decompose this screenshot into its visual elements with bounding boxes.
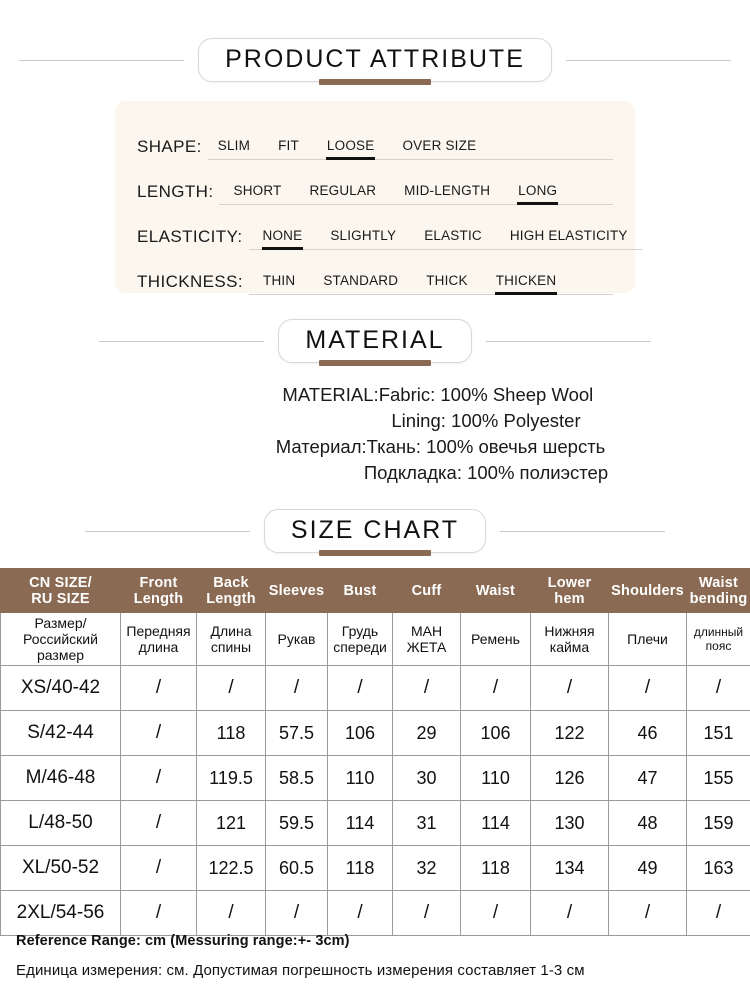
attribute-row-thickness [137, 250, 613, 295]
cell-back-length: 119.5 [197, 756, 266, 801]
cell-cuff: 29 [393, 711, 461, 756]
option-shape-fit[interactable]: FIT [278, 138, 299, 153]
attribute-label-thickness: THICKNESS: [137, 272, 244, 291]
product-attribute-section-title [0, 38, 750, 82]
product-attribute-title-pill [198, 38, 552, 82]
product-attribute-title-text: PRODUCT ATTRIBUTE [225, 45, 525, 73]
column-header-shoulders: Shoulders [609, 569, 687, 613]
cell-waist-bending: 159 [687, 801, 750, 846]
cell-sleeves: / [266, 666, 328, 711]
cell-shoulders: 49 [609, 846, 687, 891]
cell-waist-bending: 163 [687, 846, 750, 891]
cell-size: S/42-44 [1, 711, 121, 756]
attribute-options-thickness [249, 273, 613, 295]
cell-bust: / [328, 666, 393, 711]
column-header-sleeves: Sleeves [266, 569, 328, 613]
size-chart-table [0, 568, 750, 936]
cell-waist: 110 [461, 756, 531, 801]
table-subheader-row-ru [1, 613, 750, 666]
table-row [1, 846, 750, 891]
size-chart-footnotes [16, 930, 736, 982]
subcolumn-header-bust: Грудь спереди [328, 613, 393, 666]
cell-size: 2XL/54-56 [1, 891, 121, 936]
size-chart-title-text: SIZE CHART [290, 516, 460, 544]
option-shape-slim[interactable]: SLIM [217, 138, 251, 153]
cell-lower-hem: / [531, 891, 609, 936]
size-chart-table-wrapper [0, 568, 750, 936]
title-rule-right [566, 60, 731, 61]
cell-lower-hem: 122 [531, 711, 609, 756]
attribute-row-length [137, 160, 613, 205]
title-rule-right [500, 531, 665, 532]
cell-waist: / [461, 666, 531, 711]
size-chart-head-en [1, 569, 750, 613]
attribute-options-shape [208, 138, 613, 160]
cell-waist: / [461, 891, 531, 936]
footnote-reference-range-ru: Единица измерения: см. Допустимая погрешность измерения составляет 1-3 см [16, 962, 585, 979]
material-line-value: Fabric: 100% Sheep Wool [378, 384, 594, 405]
cell-lower-hem: / [531, 666, 609, 711]
cell-cuff: 32 [393, 846, 461, 891]
subcolumn-header-shoulders: Плечи [609, 613, 687, 666]
cell-sleeves: 58.5 [266, 756, 328, 801]
material-line-key: Материал: [275, 436, 367, 457]
column-header-waist-bending: Waist bending [687, 569, 750, 613]
column-header-cn-ru-size: CN SIZE/ RU SIZE [1, 569, 121, 613]
subcolumn-header-sleeves: Рукав [266, 613, 328, 666]
option-elasticity-high-elasticity[interactable]: HIGH ELASTICITY [509, 228, 628, 243]
column-header-lower-hem: Lower hem [531, 569, 609, 613]
cell-waist-bending: / [687, 666, 750, 711]
cell-back-length: 122.5 [197, 846, 266, 891]
material-line-value: Ткань: 100% овечья шерсть [366, 436, 606, 457]
title-rule-left [99, 341, 264, 342]
option-length-short[interactable]: SHORT [233, 183, 282, 198]
title-accent-underline [319, 550, 431, 556]
table-row [1, 666, 750, 711]
cell-front-length: / [121, 846, 197, 891]
column-header-bust: Bust [328, 569, 393, 613]
title-rule-right [486, 341, 651, 342]
option-thickness-thin[interactable]: THIN [263, 273, 296, 288]
option-elasticity-elastic[interactable]: ELASTIC [424, 228, 482, 243]
column-header-cuff: Cuff [393, 569, 461, 613]
subcolumn-header-front-length: Передняя длина [121, 613, 197, 666]
subcolumn-header-waist: Ремень [461, 613, 531, 666]
material-line-value: Lining: 100% Polyester [391, 410, 581, 431]
attribute-row-elasticity [137, 205, 628, 250]
option-thickness-thick[interactable]: THICK [426, 273, 468, 288]
column-header-back-length: Back Length [197, 569, 266, 613]
title-pill-box [278, 319, 471, 363]
size-chart-title-pill [264, 509, 486, 553]
cell-sleeves: 57.5 [266, 711, 328, 756]
cell-waist-bending: / [687, 891, 750, 936]
option-shape-over-size[interactable]: OVER SIZE [402, 138, 477, 153]
cell-back-length: / [197, 666, 266, 711]
cell-shoulders: / [609, 666, 687, 711]
cell-size: L/48-50 [1, 801, 121, 846]
product-attribute-panel [115, 101, 635, 293]
option-length-mid-length[interactable]: MID-LENGTH [404, 183, 491, 198]
material-title-text: MATERIAL [305, 326, 445, 354]
attribute-label-elasticity: ELASTICITY: [137, 227, 243, 246]
title-rule-left [85, 531, 250, 532]
material-line-key [142, 460, 364, 486]
cell-waist: 114 [461, 801, 531, 846]
cell-lower-hem: 134 [531, 846, 609, 891]
cell-front-length: / [121, 711, 197, 756]
material-line [0, 382, 750, 408]
cell-lower-hem: 130 [531, 801, 609, 846]
subcolumn-header-back-length: Длина спины [197, 613, 266, 666]
cell-back-length: 118 [197, 711, 266, 756]
column-header-waist: Waist [461, 569, 531, 613]
cell-lower-hem: 126 [531, 756, 609, 801]
title-rule-left [19, 60, 184, 61]
option-length-regular[interactable]: REGULAR [309, 183, 377, 198]
footnote-reference-range-en: Reference Range: cm (Messuring range:+- 3cm) [16, 933, 350, 949]
cell-size: XL/50-52 [1, 846, 121, 891]
material-line-key: MATERIAL: [282, 384, 379, 405]
cell-cuff: 30 [393, 756, 461, 801]
cell-sleeves: / [266, 891, 328, 936]
cell-front-length: / [121, 891, 197, 936]
cell-shoulders: 48 [609, 801, 687, 846]
title-accent-underline [319, 360, 431, 366]
cell-waist: 118 [461, 846, 531, 891]
cell-bust: 118 [328, 846, 393, 891]
cell-bust: 106 [328, 711, 393, 756]
table-row [1, 711, 750, 756]
material-line [0, 408, 750, 434]
attribute-label-shape: SHAPE: [137, 137, 202, 156]
cell-front-length: / [121, 801, 197, 846]
attribute-row-shape [137, 115, 613, 160]
cell-waist-bending: 151 [687, 711, 750, 756]
cell-size: M/46-48 [1, 756, 121, 801]
subcolumn-header-razmer: Размер/ Российский размер [1, 613, 121, 666]
title-pill-box [198, 38, 552, 82]
material-line [0, 460, 750, 486]
title-accent-underline [319, 79, 431, 85]
material-description [0, 382, 750, 486]
cell-back-length: 121 [197, 801, 266, 846]
cell-size: XS/40-42 [1, 666, 121, 711]
attribute-options-length [219, 183, 613, 205]
cell-front-length: / [121, 756, 197, 801]
attribute-options-elasticity [249, 228, 642, 250]
subcolumn-header-cuff: МАН ЖЕТА [393, 613, 461, 666]
material-section-title [0, 319, 750, 363]
cell-bust: 114 [328, 801, 393, 846]
column-header-front-length: Front Length [121, 569, 197, 613]
option-elasticity-none[interactable]: NONE [249, 228, 317, 246]
option-elasticity-slightly[interactable]: SLIGHTLY [330, 228, 397, 243]
cell-cuff: / [393, 666, 461, 711]
cell-shoulders: / [609, 891, 687, 936]
option-length-long[interactable]: LONG [504, 183, 571, 201]
material-title-pill [278, 319, 471, 363]
cell-sleeves: 60.5 [266, 846, 328, 891]
cell-cuff: / [393, 891, 461, 936]
option-shape-loose[interactable]: LOOSE [313, 138, 389, 156]
attribute-label-length: LENGTH: [137, 182, 214, 201]
material-line-value: Подкладка: 100% полиэстер [363, 462, 609, 483]
cell-bust: / [328, 891, 393, 936]
cell-cuff: 31 [393, 801, 461, 846]
table-row [1, 801, 750, 846]
option-thickness-standard[interactable]: STANDARD [323, 273, 399, 288]
table-header-row-en [1, 569, 750, 613]
cell-bust: 110 [328, 756, 393, 801]
cell-back-length: / [197, 891, 266, 936]
cell-sleeves: 59.5 [266, 801, 328, 846]
size-chart-section-title [0, 509, 750, 553]
table-row [1, 756, 750, 801]
size-chart-body [1, 613, 750, 936]
cell-shoulders: 46 [609, 711, 687, 756]
table-row [1, 891, 750, 936]
cell-front-length: / [121, 666, 197, 711]
cell-shoulders: 47 [609, 756, 687, 801]
title-pill-box [264, 509, 486, 553]
cell-waist: 106 [461, 711, 531, 756]
material-line-key [169, 408, 391, 434]
option-thickness-thicken[interactable]: THICKEN [482, 273, 571, 291]
subcolumn-header-waist-bending: длинный пояс [687, 613, 750, 666]
material-line [0, 434, 750, 460]
subcolumn-header-lower-hem: Нижняя кайма [531, 613, 609, 666]
cell-waist-bending: 155 [687, 756, 750, 801]
